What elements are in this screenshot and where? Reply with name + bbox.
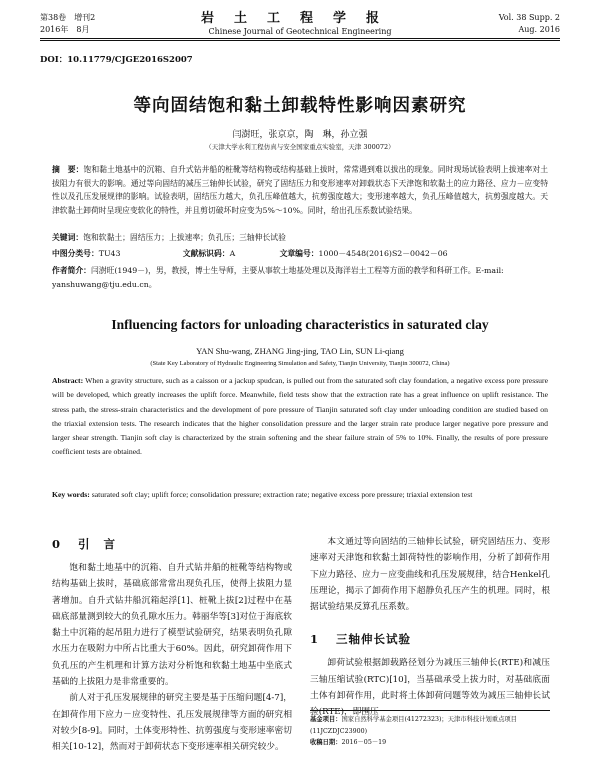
- author-bio-text: 闫澍旺(1949－)，男，教授，博士生导师，主要从事软土地基处理以及海洋岩土工程等方面的教学和科研工作。E-mail: yanshuwang@tju.edu.cn。: [52, 266, 504, 289]
- keywords-zh-text: 饱和软黏土；固结压力；上拔速率；负孔压；三轴伸长试验: [83, 233, 286, 242]
- abstract-zh-text: 饱和黏土地基中的沉箱、自升式钻井船的桩靴等结构物或结构基础上拔时，常常遇到难以拔出的现象。同时现场试验表明上拔速率对土拔阻力有很大的影响。通过等向固结的减压三轴伸长试验，研究了固结压力和变形速率对卸载状态下天津饱和软黏土的应力路径、应力－应变特性以及孔压发展规律的影响。试验表明，固结压力越大，负孔压峰值越大，抗剪强度越大；变形速率越大，负孔压峰值越大，抗剪强度越大。天津软黏土卸荷时呈现应变软化的特性，并且剪切破坏时应变为5%～10%。同时，给出孔压系数试验结果。: [52, 165, 548, 215]
- received-date: 2016－05－19: [341, 739, 387, 746]
- abstract-zh-label: 摘 要：: [52, 165, 84, 174]
- keywords-en-label: Key words:: [52, 490, 90, 499]
- author-bio: [52, 264, 548, 292]
- abstract-en-text: When a gravity structure, such as a caisson or a jackup spudcan, is pulled out from the saturated soft clay foundation, a negative excess pore pressure will be developed, which greatly increases the uplift force. Meanwhile, field tests show that the extraction rate has a great influence on uplift resistance. The stress path, the stress-strain characteristics and the development of pore pressure of Tianjin saturated soft clay under unloading condition are studied based on the triaxial extension tests. The research indicates that the higher consolidation pressure and the larger strain rate produce larger negative pore pressure and larger shear strength. Tianjin soft clay is characterized by the strain softening and the shear failure strain of 5% to 10%. Finally, the results of pore pressure coefficient tests are obtained.: [52, 376, 548, 457]
- keywords-zh: [52, 231, 548, 244]
- date-en: Aug. 2016: [518, 25, 560, 34]
- right-column: [310, 534, 550, 721]
- authors-en: YAN Shu-wang, ZHANG Jing-jing, TAO Lin, SUN Li-qiang: [196, 346, 404, 356]
- left-column: [52, 534, 292, 756]
- title-en: Influencing factors for unloading characteristics in saturated clay: [111, 317, 489, 332]
- intro-paragraph-1: 饱和黏土地基中的沉箱、自升式钻井船的桩靴等结构物或结构基础上拔时，基础底部常常出现负孔压，使得上拔阻力显著增加。自升式钻井船沉箱起浮[1]、桩靴上拔[2]过程中在基础底部量测到较大的负孔隙水压力。韩丽华等[3]对位于海底软黏土中沉箱的起吊阻力进行了模型试验研究，结果表明负孔隙水压力在吸附力中所占比重大于60%。因此，研究卸荷作用下负孔压的产生机理和计算方法对分析饱和软黏土地基中坐底式基础的上拔阻力是非常重要的。: [52, 563, 292, 688]
- running-header: [40, 12, 560, 38]
- fund-row: [310, 714, 550, 737]
- received-row: [310, 737, 550, 749]
- clc-label: 中图分类号：: [52, 249, 99, 258]
- header-center: [180, 12, 420, 37]
- article-id-value: 1000－4548(2016)S2－0042－06: [318, 249, 448, 258]
- classification-line: [52, 248, 448, 259]
- clc-value: TU43: [98, 249, 121, 258]
- fund-label: 基金项目：: [310, 716, 342, 723]
- section-0-heading: [52, 534, 292, 556]
- section-0-title: 引言: [78, 537, 129, 551]
- section-1-paragraph-1: 卸荷试验根据卸载路径划分为减压三轴伸长(RTE)和减压三轴压缩试验(RTC)[10]，当基础承受上拔力时，对基础底面土体有卸荷作用，此时将土体卸荷问题等效为减压三轴伸长试验(RTE)，即围压: [310, 658, 550, 718]
- abstract-en: [52, 374, 548, 460]
- article-id-label: 文章编号：: [279, 249, 319, 258]
- volume-en: Vol. 38 Supp. 2: [498, 13, 560, 22]
- fund-text: 国家自然科学基金项目(41272323)；天津市科技计划重点项目(11JCZDJC23900): [310, 716, 517, 735]
- doi[interactable]: DOI：10.11779/CJGE2016S2007: [40, 55, 193, 65]
- keywords-en-text: saturated soft clay; uplift force; consolidation pressure; extraction rate; negative excess pore pressure; triaxial extension test: [91, 490, 473, 499]
- keywords-en: [52, 488, 548, 502]
- month-zh: 8月: [76, 25, 90, 34]
- header-right: [499, 12, 560, 36]
- header-rule-bottom: [40, 40, 560, 41]
- intro-paragraph-3: 本文通过等向固结的三轴伸长试验，研究固结压力、变形速率对天津饱和软黏土卸荷特性的影响作用，分析了卸荷作用下应力路径、应力－应变曲线和孔压发展规律，结合Henkel孔压理论，揭示了卸荷作用下超静负孔压产生的机理。同时，根据试验结果反算孔压系数。: [310, 537, 550, 613]
- affiliation-zh: （天津大学水利工程仿真与安全国家重点实验室，天津 300072）: [205, 143, 395, 151]
- section-1-heading: [310, 629, 550, 651]
- doc-code-value: A: [229, 249, 236, 258]
- header-left: [40, 12, 95, 36]
- affiliation-en: (State Key Laboratory of Hydraulic Engineering Simulation and Safety, Tianjin University, Tianjin 300072, China): [150, 360, 450, 367]
- volume-zh: 第38卷: [40, 13, 67, 22]
- journal-name-en: Chinese Journal of Geotechnical Engineering: [208, 27, 392, 36]
- section-0-number: 0: [52, 537, 61, 551]
- header-rule-top: [40, 38, 560, 39]
- journal-name-zh: 岩土工程学报: [200, 11, 399, 26]
- doc-code-label: 文献标识码：: [182, 249, 230, 258]
- abstract-en-label: Abstract:: [52, 376, 84, 385]
- section-1-title: 三轴伸长试验: [336, 632, 411, 647]
- author-bio-label: 作者简介：: [52, 266, 91, 275]
- intro-paragraph-2: 前人对于孔压发展规律的研究主要是基于压缩问题[4-7]，在卸荷作用下应力－应变特性、孔压发展规律等方面的研究相对较少[8-9]。同时，土体变形特性、抗剪强度与变形速率密切相关[10-12]，然而对于卸荷状态下变形速率相关研究较少。: [52, 693, 292, 753]
- suppl-zh: 增刊2: [74, 13, 96, 22]
- year-zh: 2016年: [40, 25, 69, 34]
- authors-zh: 闫澍旺，张京京，陶 琳，孙立强: [232, 130, 368, 140]
- abstract-zh: [52, 163, 548, 217]
- received-label: 收稿日期：: [310, 739, 342, 746]
- title-zh: 等向固结饱和黏土卸载特性影响因素研究: [133, 96, 467, 116]
- keywords-zh-label: 关键词：: [52, 233, 84, 242]
- section-1-number: 1: [310, 632, 319, 647]
- footnote: [310, 710, 550, 749]
